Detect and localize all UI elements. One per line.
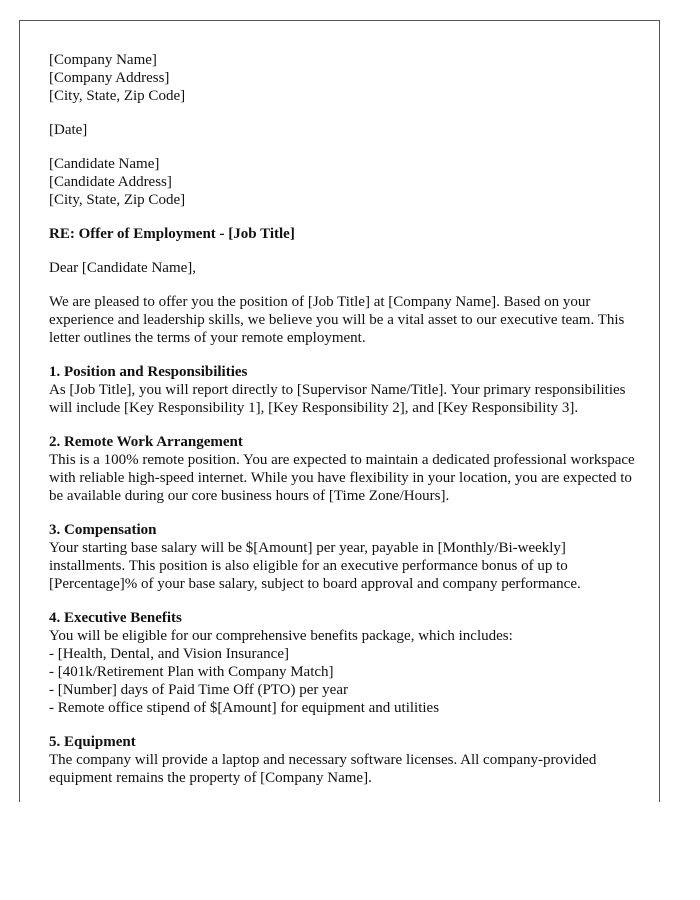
section-remote xyxy=(49,433,639,505)
benefits-list-item: - [Number] days of Paid Time Off (PTO) per year xyxy=(49,682,348,698)
letter-page xyxy=(19,20,660,802)
sender-address xyxy=(49,51,639,105)
section-equipment-body: The company will provide a laptop and necessary software licenses. All company-provided equipment remains the property of [Company Name]. xyxy=(49,752,597,786)
section-remote-body: This is a 100% remote position. You are expected to maintain a dedicated professional workspace with reliable high-speed internet. While you have flexibility in your location, you are expected to be available during our core business hours of [Time Zone/Hours]. xyxy=(49,452,635,504)
section-equipment-title: 5. Equipment xyxy=(49,734,136,750)
letter-date: [Date] xyxy=(49,122,88,138)
benefits-list-item: - [Health, Dental, and Vision Insurance] xyxy=(49,646,289,662)
section-equipment xyxy=(49,733,639,787)
section-benefits-body: You will be eligible for our comprehensive benefits package, which includes: xyxy=(49,628,513,644)
letter-content xyxy=(49,51,639,802)
sender-city: [City, State, Zip Code] xyxy=(49,88,186,104)
subject-line: RE: Offer of Employment - [Job Title] xyxy=(49,226,295,242)
recipient-city: [City, State, Zip Code] xyxy=(49,192,186,208)
sender-street: [Company Address] xyxy=(49,70,170,86)
section-benefits xyxy=(49,609,639,717)
recipient-address xyxy=(49,155,639,209)
sender-name: [Company Name] xyxy=(49,52,157,68)
intro-paragraph: We are pleased to offer you the position of [Job Title] at [Company Name]. Based on your experience and leadership skills, we believe you will be a vital asset to our executive team. This letter outlines the terms of your remote employment. xyxy=(49,294,625,346)
section-position-body: As [Job Title], you will report directly to [Supervisor Name/Title]. Your primary responsibilities will include [Key Responsibility 1], [Key Responsibility 2], and [Key Responsibility 3]. xyxy=(49,382,626,416)
recipient-street: [Candidate Address] xyxy=(49,174,172,190)
section-compensation xyxy=(49,521,639,593)
section-benefits-title: 4. Executive Benefits xyxy=(49,610,182,626)
section-position xyxy=(49,363,639,417)
section-compensation-body: Your starting base salary will be $[Amount] per year, payable in [Monthly/Bi-weekly] installments. This position is also eligible for an executive performance bonus of up to [Percentage]% of your base salary, subject to board approval and company performance. xyxy=(49,540,581,592)
salutation: Dear [Candidate Name], xyxy=(49,260,197,276)
recipient-name: [Candidate Name] xyxy=(49,156,160,172)
letter-date-block xyxy=(49,121,639,139)
benefits-list-item: - [401k/Retirement Plan with Company Match] xyxy=(49,664,334,680)
section-remote-title: 2. Remote Work Arrangement xyxy=(49,434,243,450)
section-compensation-title: 3. Compensation xyxy=(49,522,157,538)
section-position-title: 1. Position and Responsibilities xyxy=(49,364,248,380)
benefits-list-item: - Remote office stipend of $[Amount] for equipment and utilities xyxy=(49,700,440,716)
benefits-list xyxy=(49,645,639,717)
